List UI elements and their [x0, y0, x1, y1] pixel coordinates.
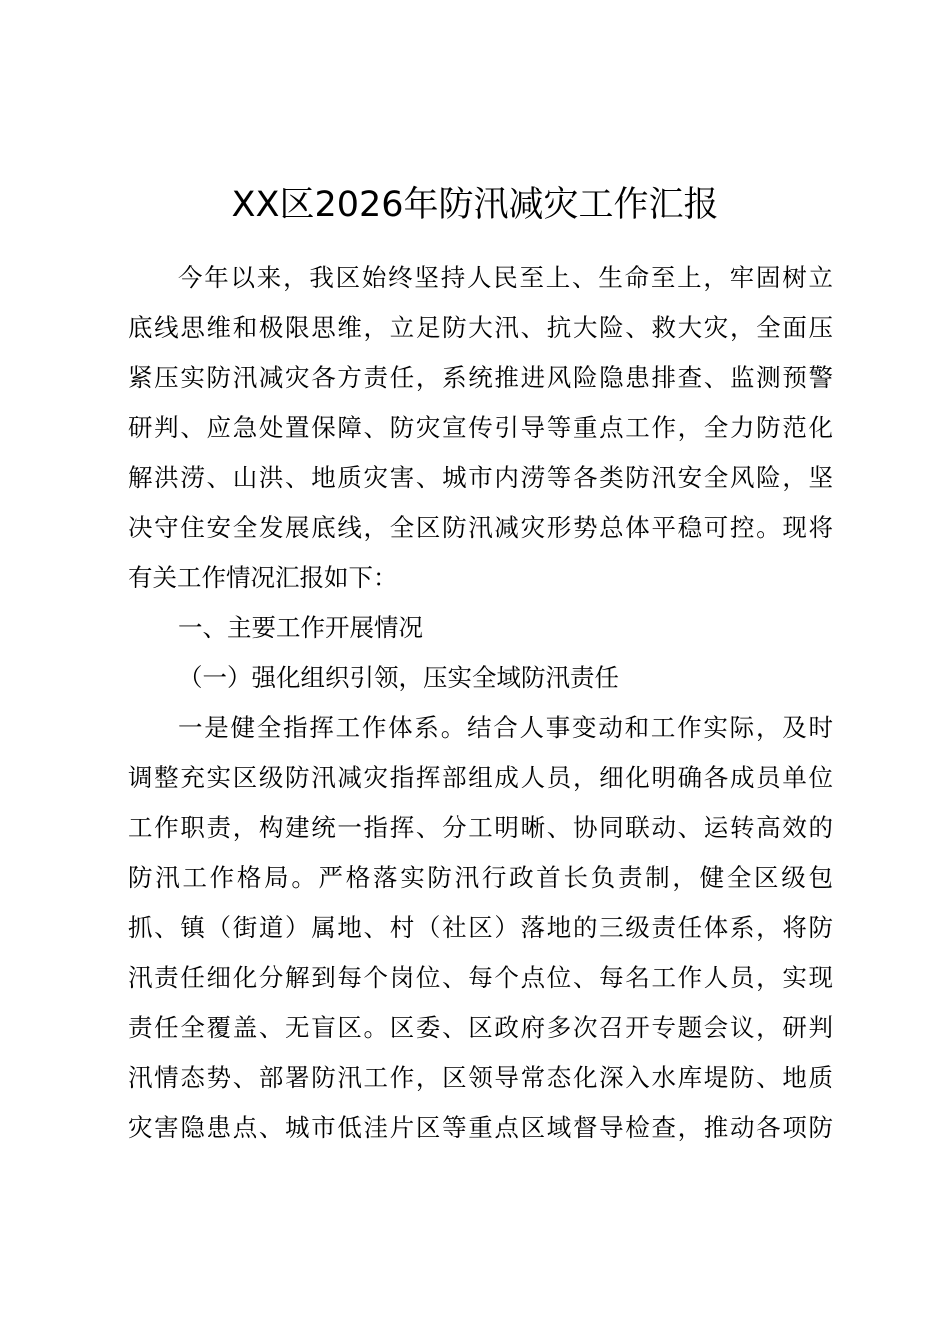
subsection-heading: （一）强化组织引领，压实全域防汛责任	[178, 663, 619, 692]
paragraph-line: 解洪涝、山洪、地质灾害、城市内涝等各类防汛安全风险，坚	[128, 463, 833, 492]
paragraph-line: 一是健全指挥工作体系。结合人事变动和工作实际，及时	[178, 713, 833, 742]
paragraph-line: 今年以来，我区始终坚持人民至上、生命至上，牢固树立	[178, 263, 833, 292]
paragraph-line: 灾害隐患点、城市低洼片区等重点区域督导检查，推动各项防	[128, 1113, 833, 1142]
paragraph-line: 责任全覆盖、无盲区。区委、区政府多次召开专题会议，研判	[128, 1013, 833, 1042]
paragraph-line: 底线思维和极限思维，立足防大汛、抗大险、救大灾，全面压	[128, 313, 833, 342]
document-title: XX区2026年防汛减灾工作汇报	[231, 185, 719, 225]
paragraph-line: 工作职责，构建统一指挥、分工明晰、协同联动、运转高效的	[128, 813, 833, 842]
paragraph-line: 决守住安全发展底线，全区防汛减灾形势总体平稳可控。现将	[128, 513, 833, 542]
paragraph-line: 抓、镇（街道）属地、村（社区）落地的三级责任体系，将防	[128, 913, 833, 942]
section-heading: 一、主要工作开展情况	[178, 613, 423, 642]
paragraph-line: 紧压实防汛减灾各方责任，系统推进风险隐患排查、监测预警	[128, 363, 833, 392]
paragraph-line: 调整充实区级防汛减灾指挥部组成人员，细化明确各成员单位	[128, 763, 833, 792]
document-body	[128, 253, 833, 1153]
paragraph-line: 汛责任细化分解到每个岗位、每个点位、每名工作人员，实现	[128, 963, 833, 992]
paragraph-line: 汛情态势、部署防汛工作，区领导常态化深入水库堤防、地质	[128, 1063, 833, 1092]
paragraph-line: 有关工作情况汇报如下：	[128, 563, 398, 592]
paragraph-line: 防汛工作格局。严格落实防汛行政首长负责制，健全区级包	[128, 863, 833, 892]
paragraph-line: 研判、应急处置保障、防灾宣传引导等重点工作，全力防范化	[128, 413, 833, 442]
